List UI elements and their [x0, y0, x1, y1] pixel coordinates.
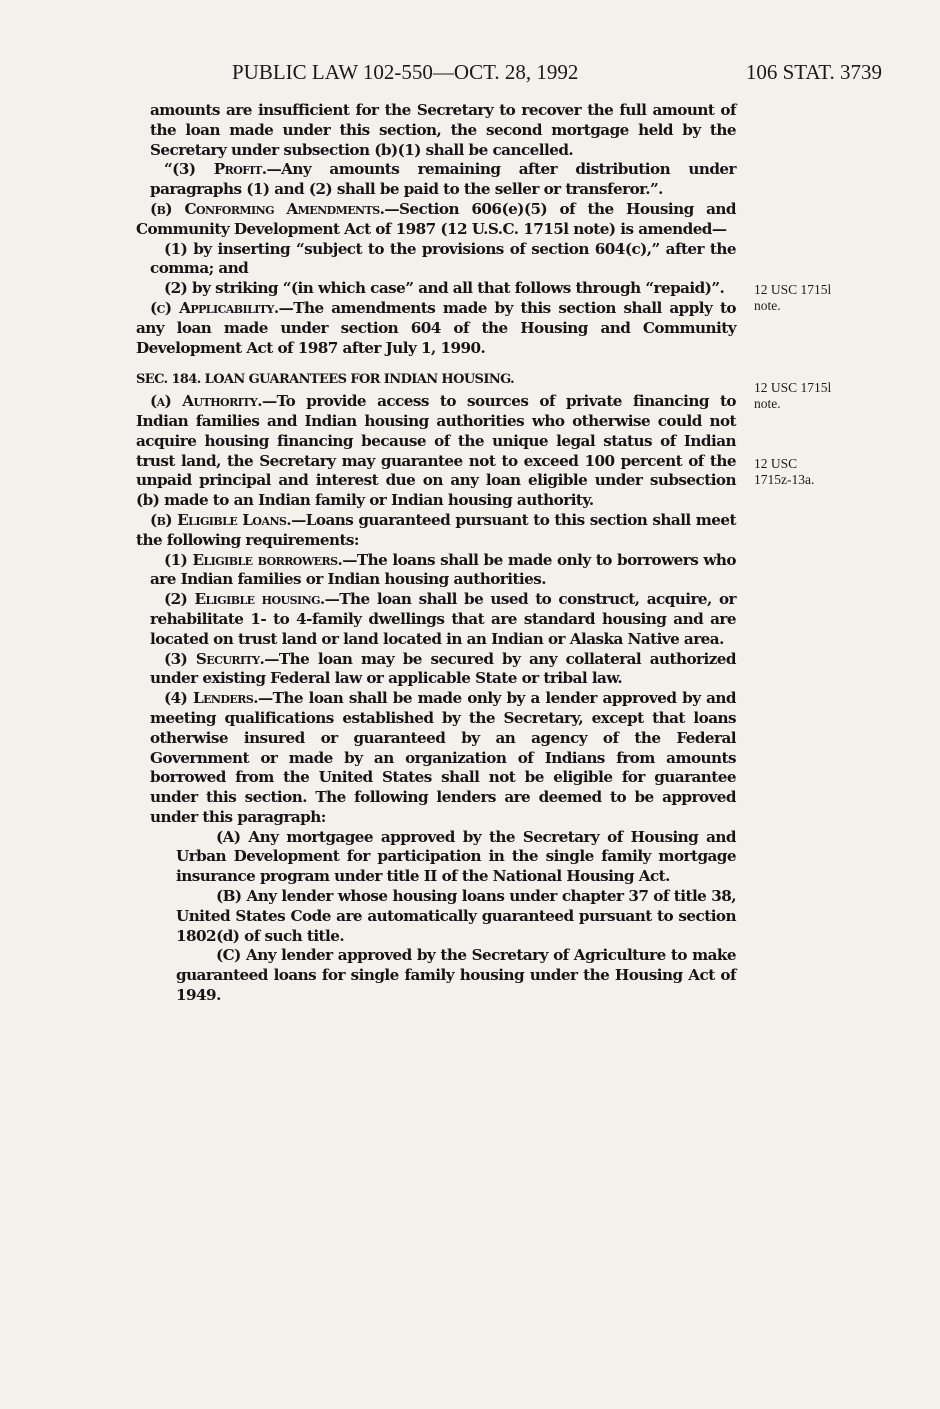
body-text [136, 101, 736, 1006]
paragraph-authority: (a) Authority.—To provide access to sources of private financing to Indian families and Indian housing authorities who otherwise could not acquire housing financing because of the unique legal status of Indian trust land, the Secretary may guarantee not to exceed 100 percent of the unpaid principal and interest due on any loan eligible under subsection (b) made to an Indian family or Indian housing authority. [136, 392, 736, 510]
paragraph-eligible-borrowers: (1) Eligible borrowers.—The loans shall be made only to borrowers who are Indian families or Indian housing authorities. [150, 550, 736, 589]
heading-applicability: (c) Applicability. [150, 298, 279, 317]
heading-security: (3) Security. [164, 649, 265, 668]
heading-eligible-loans: (b) Eligible Loans. [150, 510, 292, 529]
paragraph-b1: (1) by inserting “subject to the provisions of section 604(c),” after the comma; and [150, 239, 736, 278]
paragraph-applicability: (c) Applicability.—The amendments made by this section shall apply to any loan made under section 604 of the Housing and Community Development Act of 1987 after July 1, 1990. [136, 298, 736, 357]
paragraph-eligible-housing: (2) Eligible housing.—The loan shall be used to construct, acquire, or rehabilitate 1- to 4-family dwellings that are standard housing and are located on trust land or land located in an Indian or Alaska Native area. [150, 590, 736, 648]
heading-conforming-amendments: (b) Conforming Amendments. [150, 199, 385, 218]
paragraph-continuation: amounts are insufficient for the Secretary to recover the full amount of the loan made under this section, the second mortgage held by the Secretary under subsection (b)(1) shall be cancelled. [150, 101, 736, 159]
heading-lenders: (4) Lenders. [164, 689, 258, 708]
paragraph-conforming-amendments: (b) Conforming Amendments.—Section 606(e)(5) of the Housing and Community Development Act of 1987 (12 U.S.C. 1715l note) is amended— [136, 199, 736, 238]
running-head [232, 60, 882, 84]
paragraph-b2: (2) by striking “(in which case” and all that follows through “repaid)”. [164, 279, 725, 298]
heading-profit: “(3) Profit. [164, 160, 267, 179]
heading-authority: (a) Authority. [150, 392, 262, 411]
running-head-title: PUBLIC LAW 102-550—OCT. 28, 1992 [232, 60, 579, 84]
heading-eligible-borrowers: (1) Eligible borrowers. [164, 550, 343, 569]
paragraph-profit: “(3) Profit.—Any amounts remaining after distribution under paragraphs (1) and (2) shall be paid to the seller or transferor.”. [150, 160, 736, 199]
paragraph-lenders: (4) Lenders.—The loan shall be made only by a lender approved by and meeting qualifications established by the Secretary, except that loans otherwise insured or guaranteed by an agency of the Federal Government or made by an organization of Indians from amounts borrowed from the United States shall not be eligible for guarantee under this section. The following lenders are deemed to be approved under this paragraph: [150, 689, 736, 826]
margin-note-usc-1: 12 USC 1715l note. [754, 282, 832, 313]
margin-note-usc-2: 12 USC 1715l note. [754, 380, 832, 411]
section-heading: SEC. 184. LOAN GUARANTEES FOR INDIAN HOUSING. [136, 372, 515, 388]
margin-note-usc-3: 12 USC 1715z-13a. [754, 456, 815, 487]
paragraph-lender-c: (C) Any lender approved by the Secretary of Agriculture to make guaranteed loans for single family housing under the Housing Act of 1949. [176, 946, 736, 1005]
paragraph-eligible-loans: (b) Eligible Loans.—Loans guaranteed pursuant to this section shall meet the following requirements: [136, 510, 736, 549]
heading-eligible-housing: (2) Eligible housing. [164, 590, 325, 609]
paragraph-security: (3) Security.—The loan may be secured by any collateral authorized under existing Federal law or applicable State or tribal law. [150, 649, 736, 688]
paragraph-lender-b: (B) Any lender whose housing loans under chapter 37 of title 38, United States Code are automatically guaranteed pursuant to section 1802(d) of such title. [176, 887, 736, 945]
paragraph-lender-a: (A) Any mortgagee approved by the Secretary of Housing and Urban Development for participation in the single family mortgage insurance program under title II of the National Housing Act. [176, 827, 736, 886]
statute-page-number: 106 STAT. 3739 [745, 60, 882, 84]
